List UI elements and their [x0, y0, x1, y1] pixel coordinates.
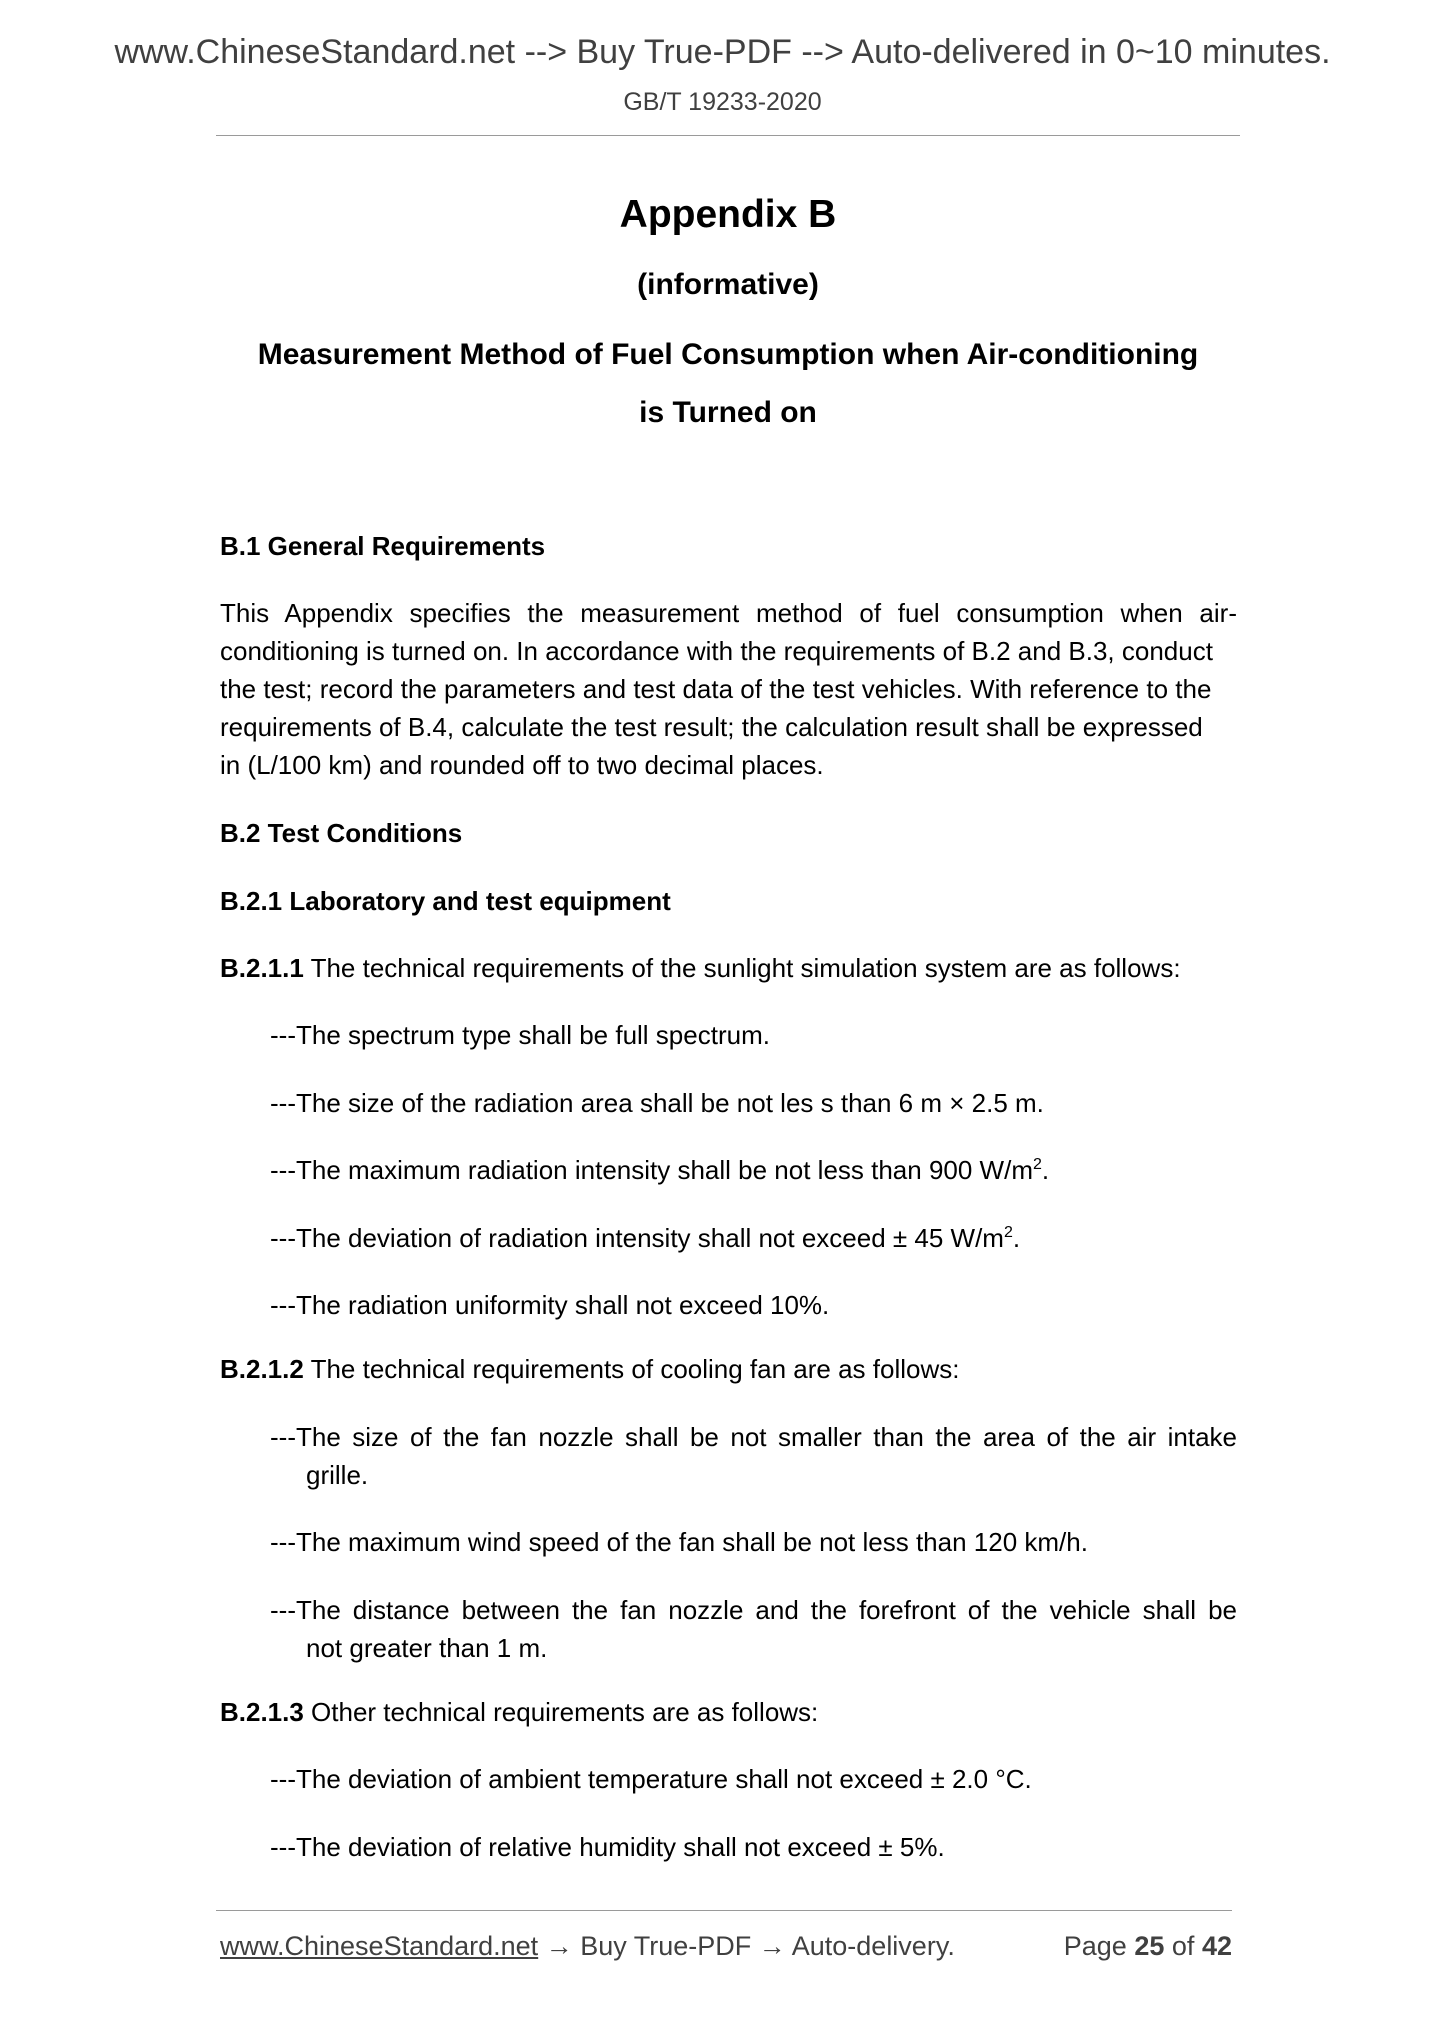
list-item-line: ---The size of the fan nozzle shall be not smaller than the area of the air intake: [270, 1422, 1237, 1452]
page-number: 25: [1134, 1931, 1165, 1961]
page-indicator: [1064, 1931, 1232, 1962]
appendix-type: (informative): [637, 268, 819, 301]
of-label: of: [1171, 1931, 1195, 1961]
list-item-line: ---The distance between the fan nozzle and the forefront of the vehicle shall be: [270, 1595, 1237, 1625]
period: .: [1041, 1155, 1050, 1185]
clause-number: B.2.1.1: [220, 953, 304, 983]
list-item: ---The deviation of ambient temperature shall not exceed ± 2.0 °C.: [270, 1764, 1032, 1794]
list-item: ---The spectrum type shall be full spectrum.: [270, 1020, 770, 1050]
section-b1-body: [220, 594, 1237, 784]
footer-divider: [216, 1910, 1232, 1911]
list-item: ---The radiation uniformity shall not exceed 10%.: [270, 1290, 830, 1320]
document-code: GB/T 19233-2020: [623, 88, 822, 116]
appendix-main-title: [216, 326, 1240, 442]
clause-text: The technical requirements of cooling fan are as follows:: [303, 1354, 960, 1384]
b1-line-4: requirements of B.4, calculate the test result; the calculation result shall be expressed: [220, 712, 1203, 742]
section-b21-heading: B.2.1 Laboratory and test equipment: [220, 886, 671, 916]
page-total: 42: [1201, 1931, 1232, 1961]
period: .: [1012, 1223, 1021, 1253]
b1-line-5: in (L/100 km) and rounded off to two decimal places.: [220, 750, 824, 780]
list-item-text: ---The maximum radiation intensity shall be not less than 900 W/m: [270, 1155, 1033, 1185]
clause-number: B.2.1.2: [220, 1354, 304, 1384]
clause-number: B.2.1.3: [220, 1697, 304, 1727]
clause-b212: [220, 1354, 1237, 1385]
list-item-line: grille.: [306, 1460, 369, 1490]
header-divider: [216, 135, 1240, 136]
list-item: [270, 1219, 1237, 1257]
footer-text: → Buy True-PDF → Auto-delivery.: [538, 1931, 955, 1961]
list-item: ---The size of the radiation area shall be not les s than 6 m × 2.5 m.: [270, 1088, 1044, 1118]
list-item: [270, 1591, 1237, 1667]
main-title-line-1: Measurement Method of Fuel Consumption when Air-conditioning: [257, 338, 1199, 371]
clause-b213: [220, 1697, 1237, 1728]
clause-text: Other technical requirements are as follows:: [303, 1697, 819, 1727]
b1-line-2: conditioning is turned on. In accordance with the requirements of B.2 and B.3, conduct: [220, 636, 1213, 666]
list-item: ---The deviation of relative humidity shall not exceed ± 5%.: [270, 1832, 945, 1862]
superscript: 2: [1032, 1156, 1042, 1173]
list-item: [270, 1151, 1237, 1189]
superscript: 2: [1003, 1224, 1013, 1241]
b1-line-1: This Appendix specifies the measurement method of fuel consumption when air-: [220, 598, 1237, 628]
b1-line-3: the test; record the parameters and test data of the test vehicles. With reference to the: [220, 674, 1212, 704]
list-item: [270, 1418, 1237, 1494]
clause-b211: [220, 953, 1237, 984]
section-b2-heading: B.2 Test Conditions: [220, 818, 463, 848]
main-title-line-2: is Turned on: [639, 396, 817, 429]
footer-site-link[interactable]: www.ChineseStandard.net: [220, 1931, 539, 1961]
clause-text: The technical requirements of the sunlight simulation system are as follows:: [303, 953, 1181, 983]
list-item-text: ---The deviation of radiation intensity shall not exceed ± 45 W/m: [270, 1223, 1004, 1253]
page-label: Page: [1063, 1931, 1127, 1961]
site-banner[interactable]: www.ChineseStandard.net --> Buy True-PDF --> Auto-delivered in 0~10 minutes.: [114, 33, 1331, 71]
page-footer: [220, 1931, 1232, 1962]
appendix-title: Appendix B: [619, 193, 837, 236]
section-b1-heading: B.1 General Requirements: [220, 531, 546, 561]
list-item-line: not greater than 1 m.: [306, 1633, 548, 1663]
list-item: ---The maximum wind speed of the fan shall be not less than 120 km/h.: [270, 1527, 1088, 1557]
